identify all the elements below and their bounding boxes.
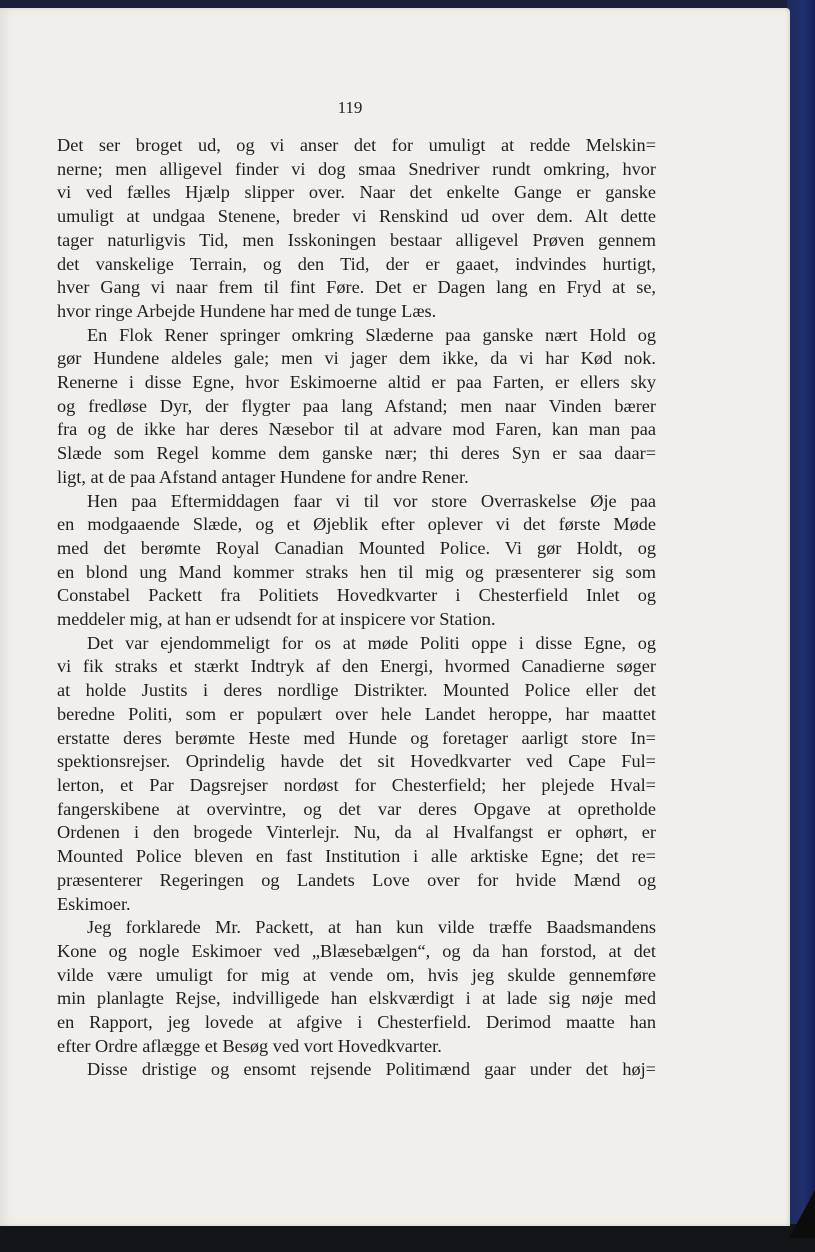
text-line: hvor ringe Arbejde Hundene har med de tunge Læs. <box>57 300 437 321</box>
text-line: umuligt at undgaa Stenene, breder vi Renskind ud over dem. Alt dette <box>57 206 656 227</box>
text-line: Kone og nogle Eskimoer ved „Blæsebælgen“, og da han forstod, at det <box>57 940 656 961</box>
text-line: Renerne i disse Egne, hvor Eskimoerne altid er paa Farten, er ellers sky <box>57 372 656 393</box>
text-line: Mounted Police bleven en fast Institution i alle arktiske Egne; det re= <box>57 846 656 867</box>
book-page <box>0 8 790 1226</box>
page-number: 119 <box>337 98 363 117</box>
text-line: erstatte deres berømte Heste med Hunde og foretager aarligt store In= <box>57 727 656 748</box>
text-line: fangerskibene at overvintre, og det var deres Opgave at opretholde <box>57 798 656 819</box>
text-line: Eskimoer. <box>57 893 131 914</box>
text-line: fra og de ikke har deres Næsebor til at advare mod Faren, kan man paa <box>57 419 656 440</box>
text-line: ligt, at de paa Afstand antager Hundene for andre Rener. <box>57 466 469 487</box>
text-line: min planlagte Rejse, indvilligede han elskværdigt i at lade sig nøje med <box>57 988 656 1009</box>
text-line: gør Hundene aldeles gale; men vi jager dem ikke, da vi har Kød nok. <box>57 348 656 369</box>
text-line: Constabel Packett fra Politiets Hovedkvarter i Chesterfield Inlet og <box>57 585 656 606</box>
text-line: Ordenen i den brogede Vinterlejr. Nu, da al Hvalfangst er ophørt, er <box>57 822 656 843</box>
text-line: og fredløse Dyr, der flygter paa lang Afstand; men naar Vinden bærer <box>57 395 656 416</box>
text-line: at holde Justits i deres nordlige Distrikter. Mounted Police eller det <box>57 680 656 701</box>
text-line: efter Ordre aflægge et Besøg ved vort Hovedkvarter. <box>57 1035 442 1056</box>
book-cover-edge <box>787 0 815 1252</box>
text-line: præsenterer Regeringen og Landets Love over for hvide Mænd og <box>57 869 656 890</box>
text-line: En Flok Rener springer omkring Slæderne paa ganske nært Hold og <box>87 324 656 345</box>
text-line: det vanskelige Terrain, og den Tid, der er gaaet, indvindes hurtigt, <box>57 253 656 274</box>
text-line: hver Gang vi naar frem til fint Føre. Det er Dagen lang en Fryd at se, <box>57 277 656 298</box>
text-line: en blond ung Mand kommer straks hen til mig og præsenterer sig som <box>57 561 656 582</box>
body-text <box>57 134 656 1082</box>
text-line: meddeler mig, at han er udsendt for at inspicere vor Station. <box>57 609 496 630</box>
text-line: nerne; men alligevel finder vi dog smaa Snedriver rundt omkring, hvor <box>57 158 656 179</box>
text-line: Det ser broget ud, og vi anser det for umuligt at redde Melskin= <box>57 135 656 155</box>
text-line: Jeg forklarede Mr. Packett, at han kun vilde træffe Baadsmandens <box>87 917 656 938</box>
scan-bottom-border <box>0 1224 815 1252</box>
text-line: beredne Politi, som er populært over hele Landet heroppe, har maattet <box>57 703 656 724</box>
text-line: Hen paa Eftermiddagen faar vi til vor store Overraskelse Øje paa <box>87 490 656 511</box>
text-line: Disse dristige og ensomt rejsende Politimænd gaar under det høj= <box>87 1059 656 1080</box>
text-line: med det berømte Royal Canadian Mounted Police. Vi gør Holdt, og <box>57 537 656 558</box>
text-line: en Rapport, jeg lovede at afgive i Chesterfield. Derimod maatte han <box>57 1012 656 1033</box>
text-line: lerton, et Par Dagsrejser nordøst for Chesterfield; her plejede Hval= <box>57 774 656 795</box>
text-line: Det var ejendommeligt for os at møde Politi oppe i disse Egne, og <box>87 632 656 653</box>
text-line: en modgaaende Slæde, og et Øjeblik efter oplever vi det første Møde <box>57 514 656 535</box>
text-line: vi fik straks et stærkt Indtryk af den Energi, hvormed Canadierne søger <box>57 656 656 677</box>
page-corner-shadow <box>789 1190 815 1238</box>
text-line: vilde være umuligt for mig at vende om, hvis jeg skulde gennemføre <box>57 964 656 985</box>
text-line: tager naturligvis Tid, men Isskoningen bestaar alligevel Prøven gennem <box>57 229 656 250</box>
text-line: Slæde som Regel komme dem ganske nær; thi deres Syn er saa daar= <box>57 443 656 464</box>
text-line: vi ved fælles Hjælp slipper over. Naar det enkelte Gange er ganske <box>57 182 656 203</box>
text-line: spektionsrejser. Oprindelig havde det sit Hovedkvarter ved Cape Ful= <box>57 751 656 772</box>
